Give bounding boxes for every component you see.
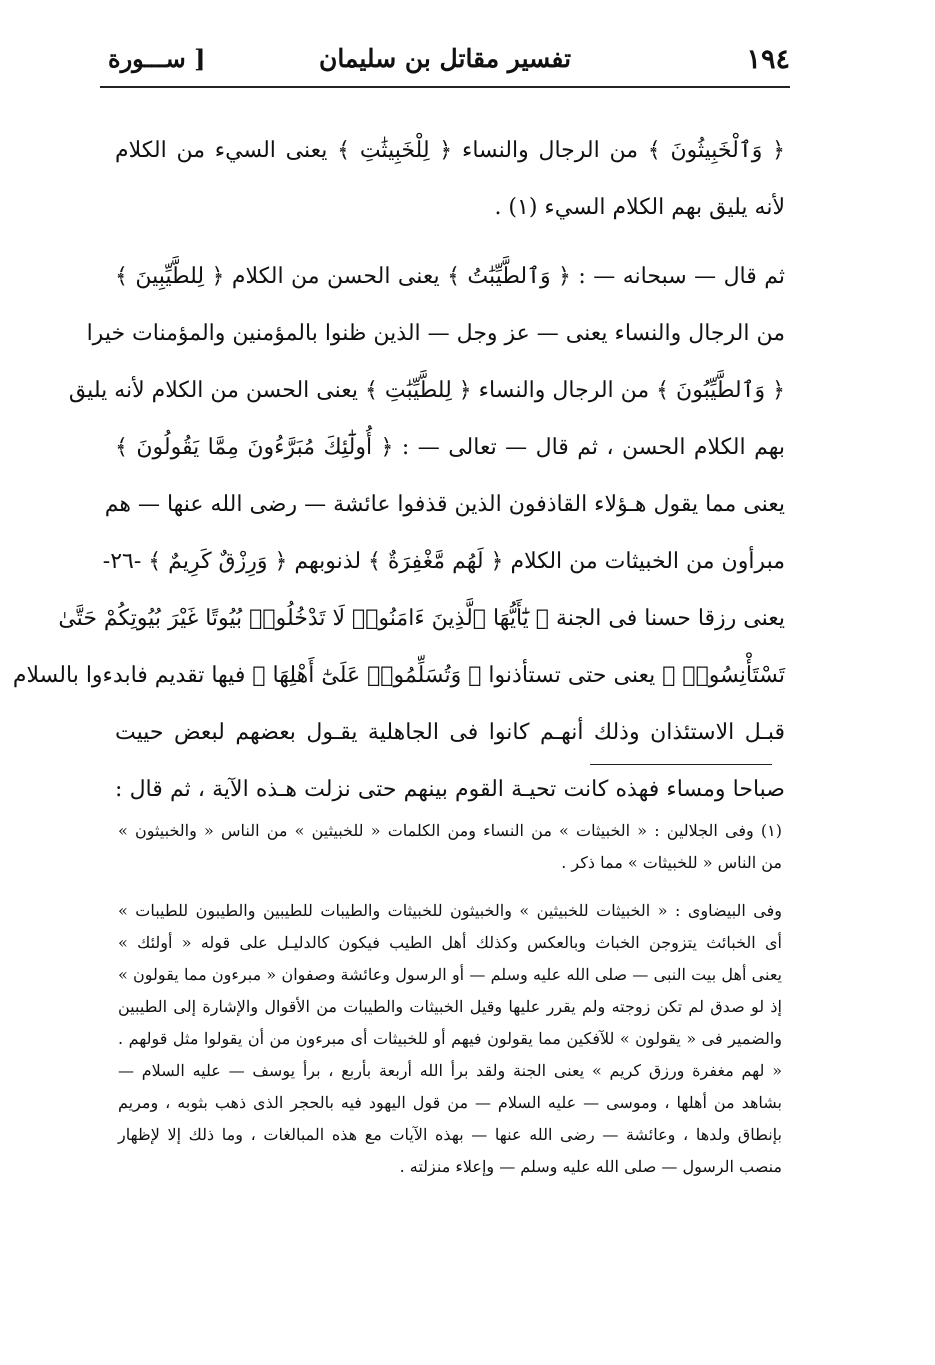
- text-line: من الرجال والنساء يعنى — عز وجل — الذين ظنوا بالمؤمنين والمؤمنات خيرا: [86, 321, 785, 346]
- text-line: مبرأون من الخبيثات من الكلام ﴿ لَهُم مَّغْفِرَةٌ ﴾ لذنوبهم ﴿ وَرِزْقٌ كَرِيمٌ ﴾ -٢٦-: [102, 549, 785, 574]
- footnote-gap: [118, 879, 782, 895]
- footnote-line: يعنى أهل بيت النبى — صلى الله عليه وسلم — أو الرسول وعائشة وصفوان « مبرءون مما يقولون »: [118, 965, 782, 984]
- footnote-line: بشاهد من أهلها ، وموسى — عليه السلام — من قول اليهود فيه بالحجر الذى ذهب بثوبه ، ومريم: [118, 1093, 782, 1112]
- paragraph-gap: [115, 236, 785, 248]
- footnote-line: « لهم مغفرة ورزق كريم » يعنى الجنة ولقد برأ الله أربعة بأربع ، برأ يوسف — عليه السلام —: [118, 1061, 782, 1080]
- page-header: [100, 38, 790, 88]
- footnote-line: من الناس « للخبيثات » مما ذكر .: [561, 853, 782, 872]
- running-title: تفسير مقاتل بن سليمان: [318, 44, 572, 73]
- text-line: ثم قال — سبحانه — : ﴿ وَٱلطَّيِّبَٰتُ ﴾ يعنى الحسن من الكلام ﴿ لِلطَّيِّبِينَ ﴾: [115, 264, 785, 289]
- text-line: صباحا ومساء فهذه كانت تحيـة القوم بينهم حتى نزلت هـذه الآية ، ثم قال :: [115, 777, 785, 802]
- footnotes: [118, 815, 782, 1183]
- text-line: يعنى رزقا حسنا فى الجنة ﴿ يَٰٓأَيُّهَا ٱلَّذِينَ ءَامَنُوا۟ لَا تَدْخُلُوا۟ بُيُوتًا غَيْرَ بُيُوتِكُمْ حَتَّىٰ: [58, 606, 785, 631]
- text-line: ﴿ وَٱلطَّيِّبُونَ ﴾ من الرجال والنساء ﴿ لِلطَّيِّبَٰتِ ﴾ يعنى الحسن من الكلام لأنه يليق: [68, 378, 785, 403]
- text-line: بهم الكلام الحسن ، ثم قال — تعالى — : ﴿ أُولَٰٓئِكَ مُبَرَّءُونَ مِمَّا يَقُولُونَ ﴾: [115, 435, 785, 460]
- footnote-line: وفى البيضاوى : « الخبيثات للخبيثين » والخبيثون للخبيثات والطيبات للطيبين والطيبون للطيبات »: [118, 901, 782, 920]
- footnote-separator: [590, 764, 772, 765]
- page-number: ١٩٤: [746, 44, 790, 75]
- footnote-line: والضمير فى « يقولون » للآفكين مما يقولون فيهم أو للخبيثات أى مبرءون من أن يقولوا مثل قولهم .: [118, 1029, 782, 1048]
- text-line: قبـل الاستئذان وذلك أنهـم كانوا فى الجاهلية يقـول بعضهم لبعض حييت: [115, 720, 785, 745]
- footnote-line: إذ لو صدق لم تكن زوجته ولم يقرر عليها وقيل الخبيثات والطيبات من الأقوال والإشارة إلى الطيبين: [118, 997, 782, 1016]
- footnote-line: أى الخبائث يتزوجن الخباث وبالعكس وكذلك أهل الطيب فيكون كالدليـل على قوله « أولئك »: [118, 933, 782, 952]
- footnote-line: (١) وفى الجلالين : « الخبيثات » من النساء ومن الكلمات « للخبيثين » من الناس « والخبيثون »: [118, 821, 782, 840]
- footnote-line: منصب الرسول — صلى الله عليه وسلم — وإعلاء منزلته .: [399, 1157, 782, 1176]
- header-rule: [100, 86, 790, 88]
- footnote-line: بإنطاق ولدها ، وعائشة — رضى الله عنها — بهذه الآيات مع هذه المبالغات ، وما ذلك إلا لإظهار: [118, 1125, 782, 1144]
- main-text: [12, 122, 785, 818]
- text-line: لأنه يليق بهم الكلام السيء (١) .: [494, 195, 785, 220]
- text-line: يعنى مما يقول هـؤلاء القاذفون الذين قذفوا عائشة — رضى الله عنها — هم: [104, 492, 785, 517]
- text-line: ﴿ وَٱلْخَبِيثُونَ ﴾ من الرجال والنساء ﴿ لِلْخَبِيثَٰتِ ﴾ يعنى السيء من الكلام: [115, 138, 785, 163]
- text-line: تَسْتَأْنِسُوا۟ ﴾ يعنى حتى تستأذنوا ﴿ وَتُسَلِّمُوا۟ عَلَىٰٓ أَهْلِهَا ﴾ فيها تقديم فابدءوا بالسلام: [12, 663, 785, 688]
- surah-label: [ ســـورة: [108, 44, 206, 73]
